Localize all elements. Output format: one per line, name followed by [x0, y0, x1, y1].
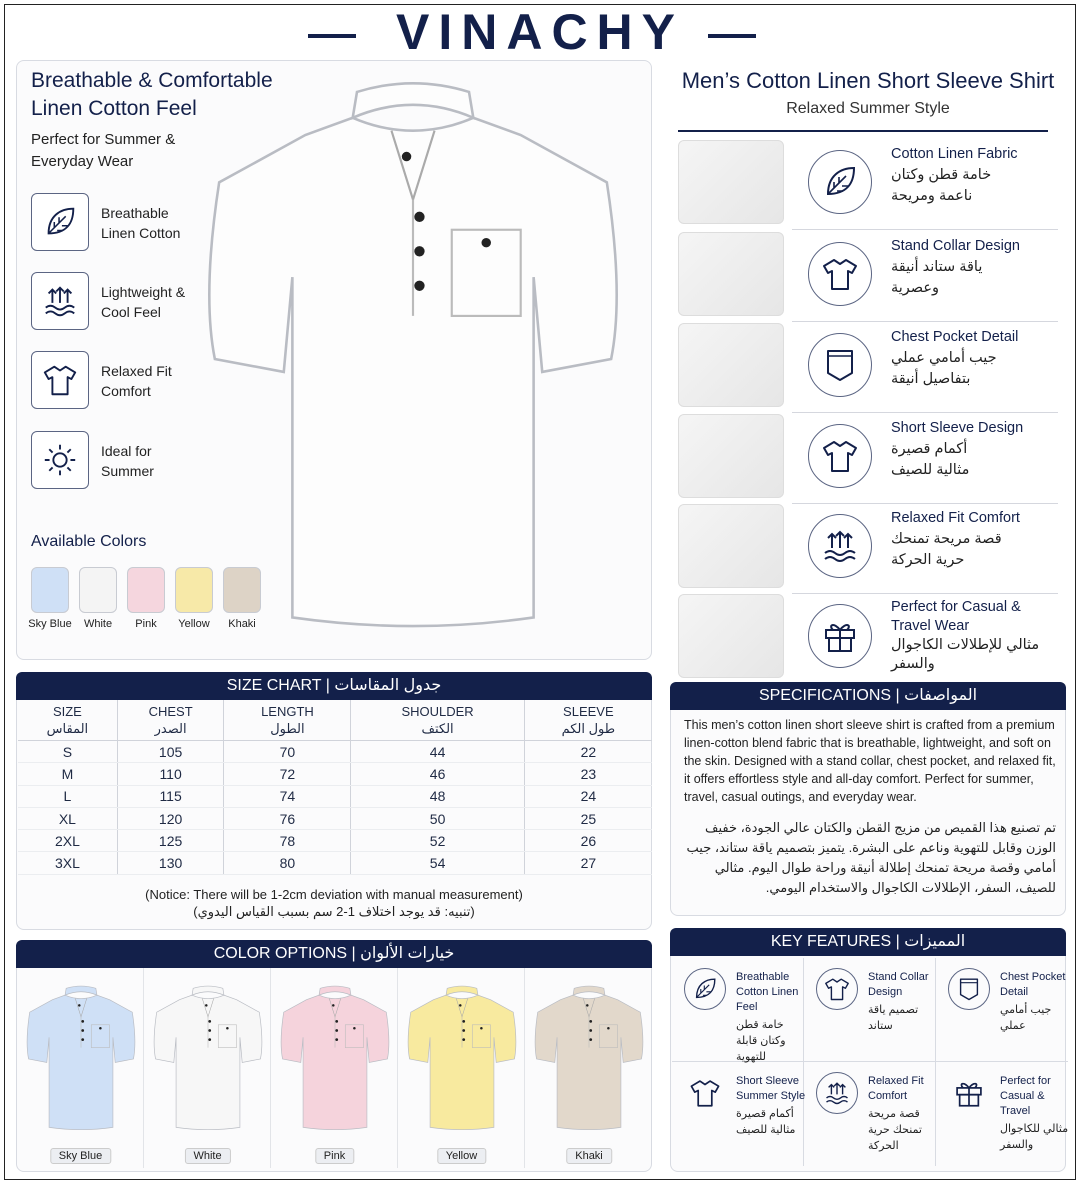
table-row — [18, 785, 652, 807]
color-option-label: Pink — [315, 1148, 354, 1164]
airflow-icon — [808, 514, 872, 578]
size-cell: 2XL — [18, 830, 117, 852]
key-feature — [804, 1062, 936, 1166]
row-divider — [792, 321, 1058, 322]
detail-arabic: مثالي للإطلالات الكاجوال — [891, 637, 1040, 653]
hero-subline: Perfect for Summer & Everyday Wear — [31, 131, 176, 170]
shoulder-cell: 44 — [351, 741, 524, 763]
key-feature-en: Relaxed Fit Comfort — [868, 1075, 924, 1102]
main-shirt-image — [193, 79, 633, 639]
spec-text-en: This men’s cotton linen short sleeve shirt is crafted from a premium linen-cotton blend fabric that is breathable, lightweight, and soft on the skin. Designed with a stand collar, chest pocket, and relaxed fit, it offers effortless style and all-day comfort. Perfect for summer, travel, casual outings, and everyday wear. — [684, 718, 1056, 804]
swatch-sky-blue[interactable] — [31, 567, 69, 613]
size-cell: S — [18, 741, 117, 763]
col-header-ar: الصدر — [154, 721, 187, 736]
shoulder-cell: 50 — [351, 807, 524, 829]
hem-thumbnail — [678, 504, 784, 588]
detail-arabic: قصة مريحة تمنحك — [891, 531, 1002, 547]
sleeve-cell: 26 — [524, 830, 652, 852]
col-header-en: SIZE — [52, 704, 82, 719]
color-option-yellow[interactable] — [399, 968, 525, 1168]
hero-feature-label: Lightweight & Cool Feel — [101, 284, 186, 320]
table-row — [18, 741, 652, 763]
col-header-en: SHOULDER — [401, 704, 474, 719]
col-header-ar: الكتف — [421, 721, 454, 736]
col-header-en: CHEST — [148, 704, 193, 719]
length-cell: 74 — [224, 785, 351, 807]
shirt-image — [278, 976, 392, 1142]
color-option-label: Yellow — [437, 1148, 486, 1164]
detail-arabic: ناعمة ومريحة — [891, 188, 973, 204]
key-feature — [804, 958, 936, 1062]
color-option-label: White — [184, 1148, 230, 1164]
key-feature-ar: قصة مريحة تمنحك حرية الحركة — [868, 1108, 922, 1152]
detail-arabic: والسفر — [891, 656, 935, 672]
length-cell: 70 — [224, 741, 351, 763]
swatch-label: Sky Blue — [28, 618, 72, 630]
color-option-label: Sky Blue — [50, 1148, 111, 1164]
spec-text-ar: تم تصنيع هذا القميص من مزيج القطن والكتان عالي الجودة، خفيف الوزن وقابل للتهوية وناعم على البشرة. يتميز بتصميم ياقة ستاند، جيب أمامي وقصة مريحة تمنحك إطلالة أنيقة وراحة طوال اليوم. مثالي للصيف، السفر، الإطلالات الكاجوال والاستخدام اليومي. — [686, 820, 1056, 895]
detail-arabic: أكمام قصيرة — [891, 441, 968, 457]
collar-thumbnail — [678, 232, 784, 316]
size-cell: M — [18, 763, 117, 785]
detail-row — [678, 504, 1058, 590]
detail-row — [678, 414, 1058, 500]
table-row — [18, 807, 652, 829]
leaf-icon — [808, 150, 872, 214]
color-options-header: COLOR OPTIONS | خيارات الألوان — [16, 940, 652, 968]
sleeve-cell: 22 — [524, 741, 652, 763]
size-cell: XL — [18, 807, 117, 829]
detail-title: Relaxed Fit Comfort — [891, 510, 1020, 526]
chest-cell: 105 — [117, 741, 224, 763]
swatch-label: Yellow — [178, 618, 210, 630]
key-feature-en: Chest Pocket Detail — [1000, 971, 1066, 998]
hero-feature-label: Relaxed Fit Comfort — [101, 363, 172, 399]
col-header — [224, 700, 351, 741]
chest-cell: 125 — [117, 830, 224, 852]
notice-ar: (تنبيه: قد يوجد اختلاف 1-2 سم بسبب القياس اليدوي) — [193, 904, 475, 919]
key-feature — [936, 1062, 1068, 1166]
key-feature-en: Short Sleeve Summer Style — [736, 1075, 806, 1102]
detail-title: Perfect for Casual & Travel Wear — [891, 599, 1021, 634]
swatch-label: White — [83, 618, 113, 630]
pocket-icon — [808, 333, 872, 397]
col-header-ar: طول الكم — [561, 721, 616, 736]
key-feature-en: Stand Collar Design — [868, 971, 929, 998]
table-row — [18, 830, 652, 852]
tshirt-icon — [808, 242, 872, 306]
hero-feature-label: Breathable Linen Cotton — [101, 205, 181, 241]
col-header — [117, 700, 224, 741]
hero-feature-label: Ideal for Summer — [101, 443, 154, 479]
detail-title: Chest Pocket Detail — [891, 329, 1019, 345]
color-option-pink[interactable] — [272, 968, 398, 1168]
size-notice — [16, 886, 652, 920]
detail-row — [678, 140, 1058, 226]
fabric-thumbnail — [678, 140, 784, 224]
key-feature — [936, 958, 1068, 1062]
tshirt-icon — [31, 351, 89, 409]
key-feature-ar: خامة قطن وكتان قابلة للتهوية — [736, 1019, 786, 1063]
product-subtitle: Relaxed Summer Style — [786, 100, 950, 117]
shirt-image — [405, 976, 519, 1142]
detail-title: Cotton Linen Fabric — [891, 146, 1018, 162]
sleeve-cell: 27 — [524, 852, 652, 874]
leaf-icon — [31, 193, 89, 251]
col-header — [18, 700, 117, 741]
sleeve-thumbnail — [678, 414, 784, 498]
col-header-en: LENGTH — [261, 704, 314, 719]
leaf-icon — [684, 968, 726, 1010]
gift-icon — [948, 1072, 990, 1114]
col-header-en: SLEEVE — [563, 704, 614, 719]
table-row — [18, 852, 652, 874]
color-option-label: Khaki — [566, 1148, 612, 1164]
available-colors-title: Available Colors — [31, 533, 147, 550]
color-option-sky-blue[interactable] — [18, 968, 144, 1168]
detail-row — [678, 594, 1058, 680]
title-divider — [678, 130, 1048, 132]
key-feature-en: Perfect for Casual & Travel — [1000, 1075, 1051, 1117]
brand-logo: VINACHY — [395, 4, 685, 60]
key-feature-ar: تصميم ياقة ستاند — [868, 1004, 919, 1032]
col-header — [524, 700, 652, 741]
chest-cell: 115 — [117, 785, 224, 807]
shirt-image — [151, 976, 265, 1142]
sun-icon — [31, 431, 89, 489]
specifications-header: SPECIFICATIONS | المواصفات — [670, 682, 1066, 710]
chest-cell: 130 — [117, 852, 224, 874]
hero-headline: Breathable & Comfortable Linen Cotton Feel — [31, 69, 273, 120]
key-feature — [672, 1062, 804, 1166]
size-cell: L — [18, 785, 117, 807]
key-feature-en: Breathable Cotton Linen Feel — [736, 971, 799, 1013]
size-chart-header: SIZE CHART | جدول المقاسات — [16, 672, 652, 700]
folded-thumbnail — [678, 594, 784, 678]
tshirt-icon — [684, 1072, 726, 1114]
col-header-ar: المقاس — [46, 721, 89, 736]
brand-header — [0, 4, 1080, 60]
brand-divider-left — [308, 34, 356, 38]
detail-arabic: ياقة ستاند أنيقة — [891, 259, 983, 275]
size-table — [18, 700, 652, 875]
swatch-pink[interactable] — [127, 567, 165, 613]
detail-arabic: مثالية للصيف — [891, 462, 970, 478]
row-divider — [792, 229, 1058, 230]
shoulder-cell: 48 — [351, 785, 524, 807]
swatch-yellow[interactable] — [175, 567, 213, 613]
shoulder-cell: 54 — [351, 852, 524, 874]
length-cell: 76 — [224, 807, 351, 829]
key-feature-ar: جيب أمامي عملي — [1000, 1004, 1052, 1032]
product-details-panel — [670, 60, 1066, 676]
swatch-label: Khaki — [228, 618, 256, 630]
shoulder-cell: 46 — [351, 763, 524, 785]
swatch-khaki[interactable] — [223, 567, 261, 613]
tshirt-icon — [816, 968, 858, 1010]
detail-arabic: خامة قطن وكتان — [891, 167, 992, 183]
detail-arabic: جيب أمامي عملي — [891, 350, 997, 366]
sleeve-cell: 24 — [524, 785, 652, 807]
shirt-image — [24, 976, 138, 1142]
product-title: Men’s Cotton Linen Short Sleeve Shirt — [681, 68, 1055, 93]
detail-row — [678, 323, 1058, 409]
key-feature-ar: أكمام قصيرة مثالية للصيف — [736, 1108, 796, 1136]
col-header — [351, 700, 524, 741]
color-option-khaki[interactable] — [526, 968, 652, 1168]
tshirt-icon — [808, 424, 872, 488]
length-cell: 80 — [224, 852, 351, 874]
size-cell: 3XL — [18, 852, 117, 874]
airflow-icon — [31, 272, 89, 330]
brand-divider-right — [708, 34, 756, 38]
detail-row — [678, 232, 1058, 318]
color-option-white[interactable] — [145, 968, 271, 1168]
detail-title: Stand Collar Design — [891, 238, 1020, 254]
detail-arabic: وعصرية — [891, 280, 940, 296]
chest-cell: 110 — [117, 763, 224, 785]
sleeve-cell: 23 — [524, 763, 652, 785]
table-row — [18, 763, 652, 785]
pocket-icon — [948, 968, 990, 1010]
shirt-image — [532, 976, 646, 1142]
notice-en: (Notice: There will be 1-2cm deviation with manual measurement) — [145, 887, 523, 902]
row-divider — [792, 412, 1058, 413]
detail-title: Short Sleeve Design — [891, 420, 1024, 436]
hero-panel — [16, 60, 652, 660]
key-features-header: KEY FEATURES | المميزات — [670, 928, 1066, 956]
key-feature — [672, 958, 804, 1062]
detail-arabic: بتفاصيل أنيقة — [891, 371, 971, 387]
shoulder-cell: 52 — [351, 830, 524, 852]
length-cell: 78 — [224, 830, 351, 852]
swatch-white[interactable] — [79, 567, 117, 613]
length-cell: 72 — [224, 763, 351, 785]
airflow-icon — [816, 1072, 858, 1114]
col-header-ar: الطول — [270, 721, 305, 736]
swatch-label: Pink — [135, 618, 157, 630]
key-feature-ar: مثالي للكاجوال والسفر — [1000, 1123, 1069, 1151]
detail-arabic: حرية الحركة — [891, 552, 965, 568]
chest-cell: 120 — [117, 807, 224, 829]
sleeve-cell: 25 — [524, 807, 652, 829]
pocket-thumbnail — [678, 323, 784, 407]
gift-icon — [808, 604, 872, 668]
